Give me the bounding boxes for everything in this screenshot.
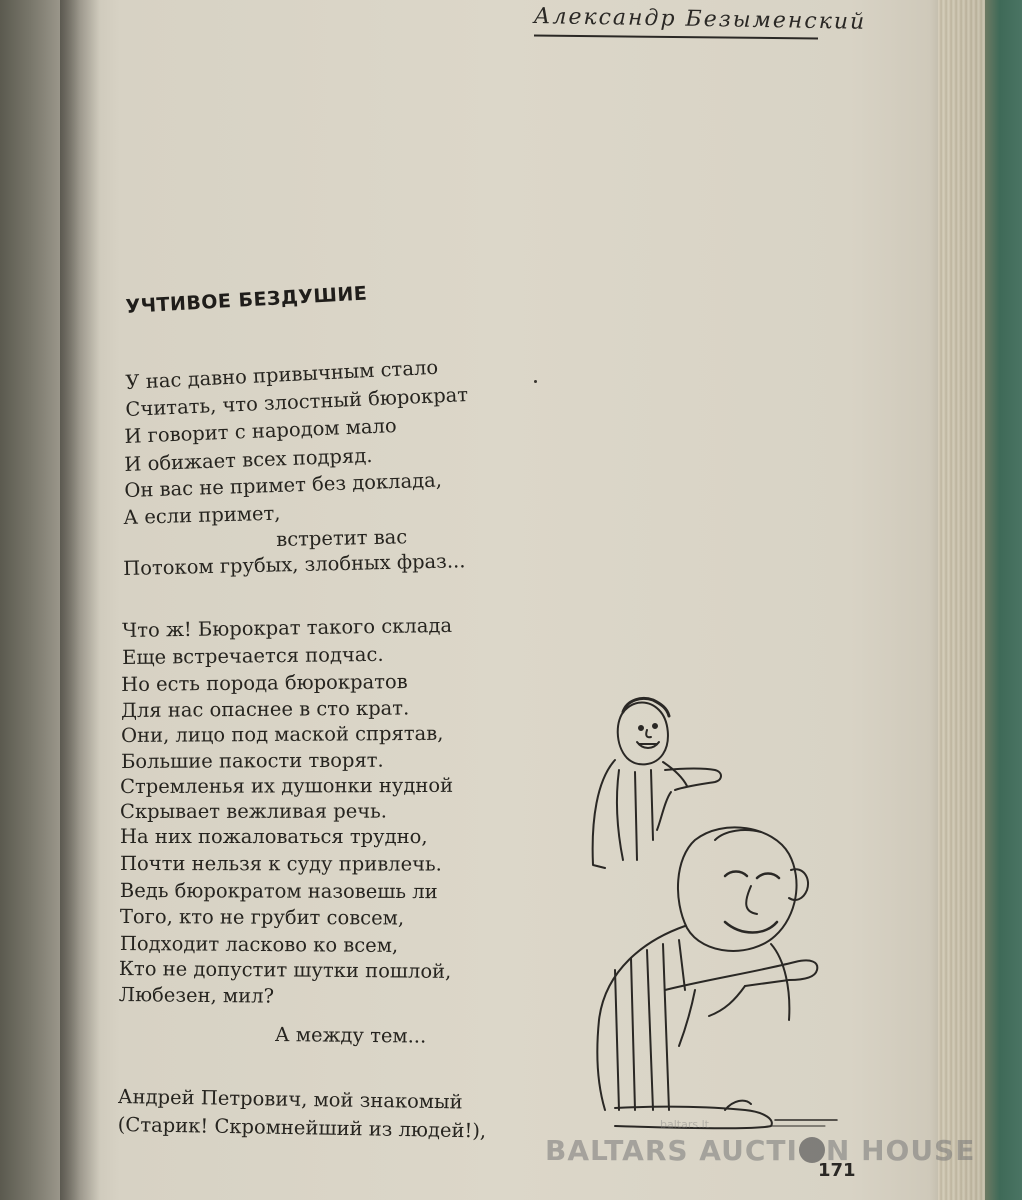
print-speck — [534, 380, 537, 383]
poem-line: Считать, что злостный бюрократ — [125, 383, 469, 421]
poem-line: Большие пакости творят. — [121, 748, 384, 773]
poem-line: И говорит с народом мало — [124, 414, 398, 448]
poem-title: УЧТИВОЕ БЕЗДУШИЕ — [125, 282, 368, 318]
watermark-url: baltars.lt — [660, 1118, 709, 1131]
poem-line: Стремленья их душонки нудной — [120, 773, 454, 798]
poem-line: Он вас не примет без доклада, — [124, 468, 443, 502]
poem-line: У нас давно привычным стало — [125, 355, 439, 394]
poem-line: А между тем... — [274, 1023, 427, 1048]
poem-line: Но есть порода бюрократов — [121, 669, 408, 696]
poem-line: Того, кто не грубит совсем, — [119, 905, 405, 930]
poem-line: И обижает всех подряд. — [124, 443, 373, 476]
poem-line: Ведь бюрократом назовешь ли — [119, 879, 438, 904]
poem-line: Для нас опаснее в сто крат. — [121, 696, 410, 722]
running-header-author: Александр Безыменский — [533, 4, 867, 35]
page-number: 171 — [818, 1160, 856, 1181]
poem-line: Скрывает вежливая речь. — [120, 799, 387, 823]
poem-line: Любезен, мил? — [118, 983, 275, 1008]
poem-line: Что ж! Бюрократ такого склада — [122, 613, 453, 642]
poem-line: На них пожаловаться трудно, — [120, 825, 428, 848]
poem-line: Они, лицо под маской спрятав, — [121, 721, 444, 747]
poem-line: Кто не допустит шутки пошлой, — [118, 957, 452, 983]
poem-line: Андрей Петрович, мой знакомый — [117, 1085, 463, 1114]
poem-line: Почти нельзя к суду привлечь. — [119, 852, 442, 876]
poem-line: (Старик! Скромнейший из людей!), — [117, 1113, 487, 1143]
auction-watermark: BALTARS AUCTI N HOUSE — [545, 1134, 976, 1167]
poem-line: Подходит ласково ко всем, — [119, 932, 399, 957]
poem-line: А если примет, — [123, 501, 281, 529]
poem-line: Еще встречается подчас. — [122, 642, 384, 669]
caricature-two-bureaucrats-icon — [575, 690, 845, 1140]
poem-line: встретит вас — [276, 525, 408, 551]
poem-line: Потоком грубых, злобных фраз... — [123, 549, 466, 580]
